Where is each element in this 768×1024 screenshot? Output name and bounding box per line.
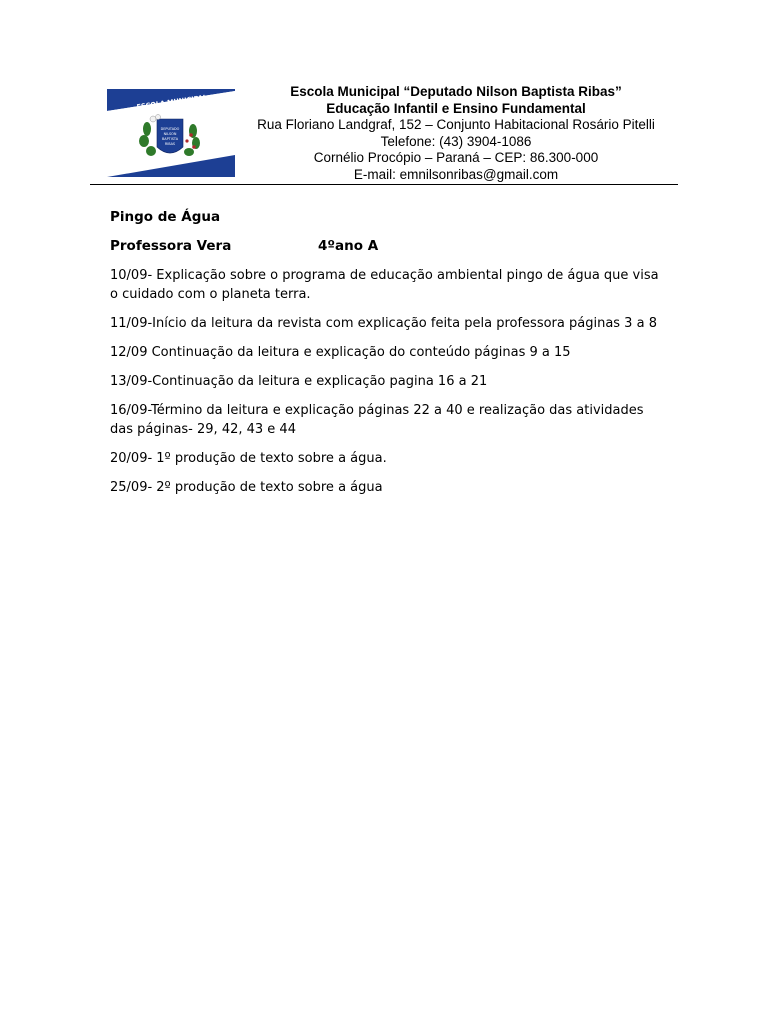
letterhead (90, 82, 678, 184)
school-flag-icon (107, 89, 235, 177)
entry: 20/09- 1º produção de texto sobre a água. (110, 451, 387, 466)
school-subtitle: Educação Infantil e Ensino Fundamental (326, 100, 586, 116)
letterhead-text (242, 84, 670, 184)
logo-shield-line-4: RIBAS (164, 142, 176, 146)
school-name: Escola Municipal “Deputado Nilson Baptista Ribas” (290, 84, 622, 99)
document-title: Pingo de Água (110, 209, 221, 225)
document-body (110, 208, 670, 507)
header-divider (90, 184, 678, 185)
logo-banner-text: ESCOLA MUNICIPAL (136, 93, 208, 111)
teacher-name: Professora Vera (110, 238, 232, 254)
entry: 13/09-Continuação da leitura e explicação pagina 16 a 21 (110, 374, 488, 389)
entry: 12/09 Continuação da leitura e explicação do conteúdo páginas 9 a 15 (110, 345, 571, 360)
school-logo (107, 89, 235, 177)
school-address: Rua Floriano Landgraf, 152 – Conjunto Habitacional Rosário Pitelli (257, 117, 655, 133)
school-phone: Telefone: (43) 3904-1086 (380, 133, 532, 149)
entry: 11/09-Início da leitura da revista com explicação feita pela professora páginas 3 a 8 (110, 316, 657, 331)
class-name: 4ºano A (318, 238, 379, 254)
school-email: E-mail: emnilsonribas@gmail.com (353, 166, 559, 182)
school-city: Cornélio Procópio – Paraná – CEP: 86.300-000 (313, 150, 599, 166)
logo-shield-line-3: BAPTISTA (161, 137, 179, 141)
logo-shield-line-1: DEPUTADO (160, 127, 180, 131)
logo-shield-line-2: NILSON (163, 132, 177, 136)
entry: 25/09- 2º produção de texto sobre a água (110, 480, 383, 495)
entry: 16/09-Término da leitura e explicação páginas 22 a 40 e realização das atividades das páginas- 29, 42, 43 e 44 (110, 403, 644, 437)
entry: 10/09- Explicação sobre o programa de educação ambiental pingo de água que visa o cuidado com o planeta terra. (110, 268, 659, 302)
teacher-class-row (110, 237, 670, 256)
